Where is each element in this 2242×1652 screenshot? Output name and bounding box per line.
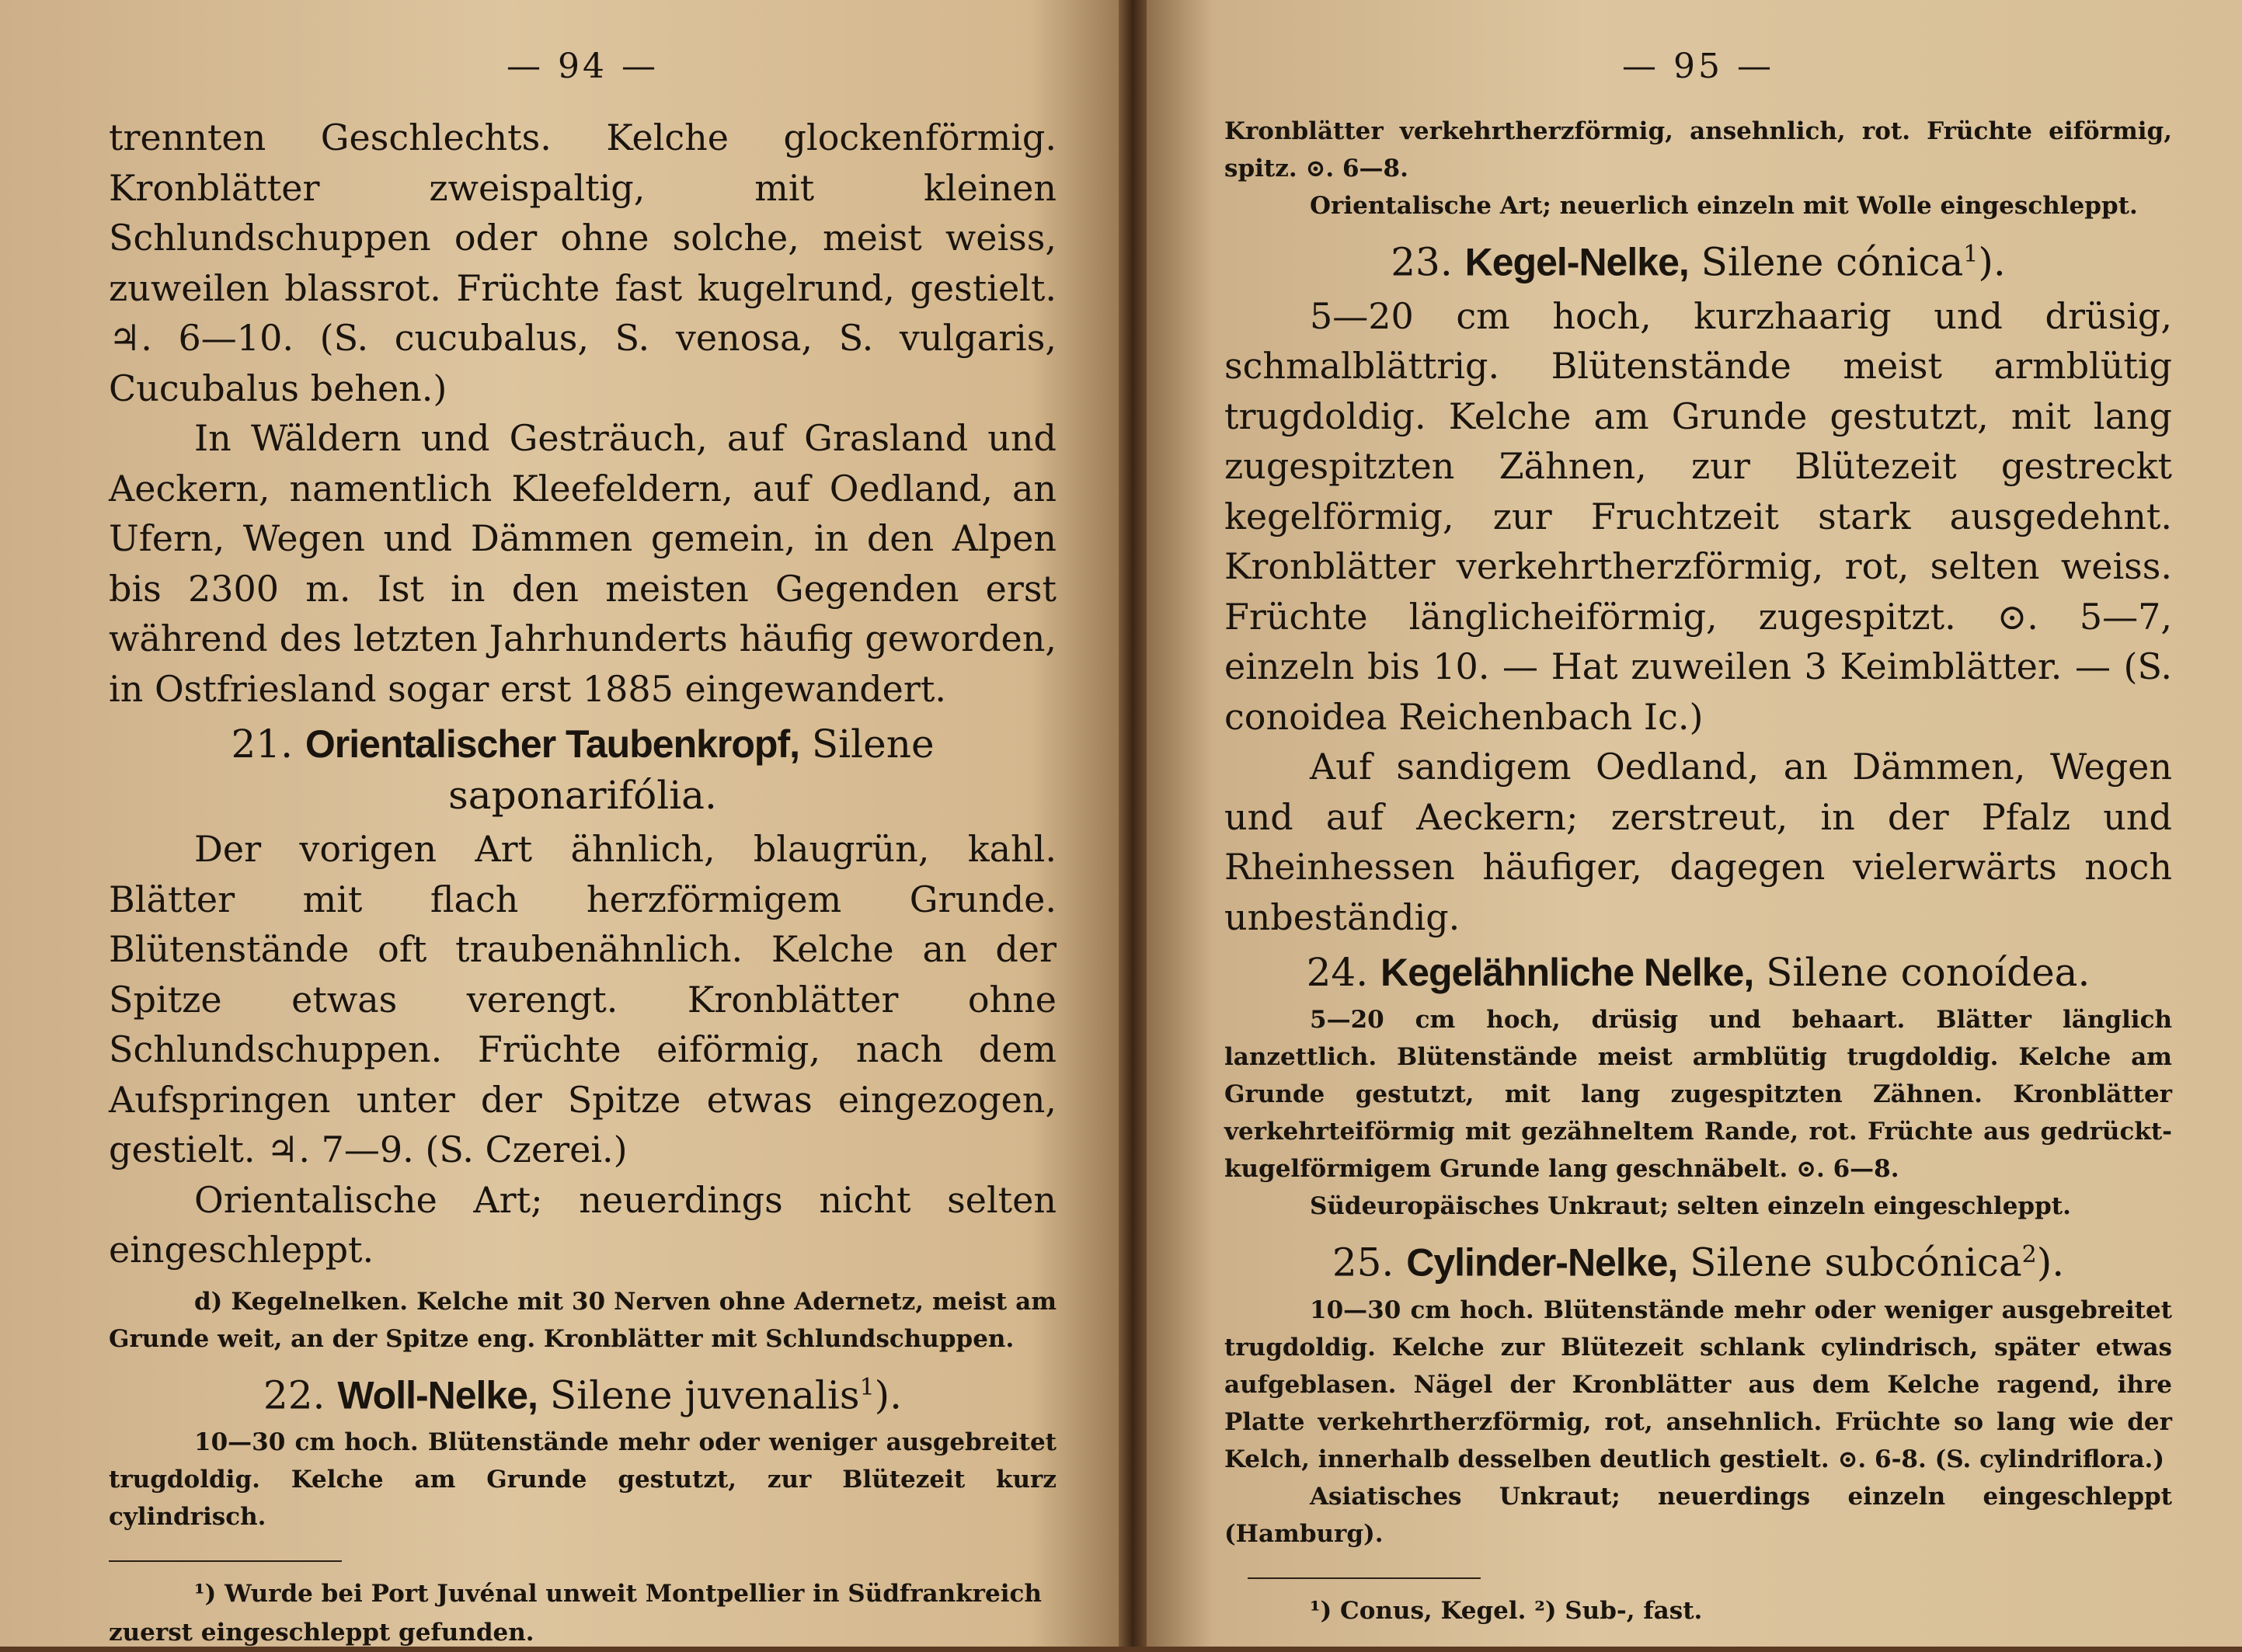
footnote-rule xyxy=(1248,1577,1481,1579)
footnote: ¹) Conus, Kegel. ²) Sub-, fast. xyxy=(1310,1596,1703,1625)
paragraph: Orientalische Art; neuerlich einzeln mit Wolle eingeschleppt. xyxy=(1310,192,2138,220)
paragraph: trennten Geschlechts. Kelche glockenförmig. Kronblätter zweispaltig, mit kleinen Schlundschuppen oder ohne solche, meist weiss, zuweilen blassrot. Früchte fast kugelrund, gestielt. ♃. 6—10. (S. cucubalus, S. venosa, S. vulgaris, Cucubalus behen.) xyxy=(109,117,1057,409)
entry-number: 21. xyxy=(231,722,293,767)
entry-latin-name: Silene cónica xyxy=(1701,239,1964,285)
paragraph: Südeuropäisches Unkraut; selten einzeln eingeschleppt. xyxy=(1310,1192,2071,1221)
entry-number: 25. xyxy=(1332,1240,1394,1285)
footnote: ¹) Wurde bei Port Juvénal unweit Montpellier in Südfrankreich zuerst eingeschleppt gefunden. xyxy=(109,1580,1042,1647)
entry-number: 22. xyxy=(263,1372,326,1418)
entry-latin-name: Silene subcónica xyxy=(1690,1240,2022,1285)
entry-heading-24 xyxy=(1224,947,2172,998)
entry-heading-21 xyxy=(109,718,1057,821)
entry-number: 23. xyxy=(1391,239,1453,285)
entry-common-name: Kegel-Nelke, xyxy=(1464,240,1689,284)
entry-common-name: Orientalischer Taubenkropf, xyxy=(305,722,800,766)
paragraph: d) Kegelnelken. Kelche mit 30 Nerven ohne Adernetz, meist am Grunde weit, an der Spitze eng. Kronblätter mit Schlundschuppen. xyxy=(109,1287,1057,1353)
right-page xyxy=(1147,0,2242,1647)
book-gutter xyxy=(1119,0,1147,1647)
entry-tail: ). xyxy=(1978,239,2006,285)
entry-latin-name: Silene conoídea. xyxy=(1766,950,2091,996)
entry-common-name: Woll-Nelke, xyxy=(337,1373,538,1417)
paragraph: 10—30 cm hoch. Blütenstände mehr oder weniger ausgebreitet trugdoldig. Kelche am Grunde gestutzt, zur Blütezeit kurz cylindrisch. xyxy=(109,1428,1057,1532)
entry-heading-22 xyxy=(109,1362,1057,1421)
entry-common-name: Kegelähnliche Nelke, xyxy=(1380,951,1754,995)
paragraph: 5—20 cm hoch, kurzhaarig und drüsig, schmalblättrig. Blütenstände meist armblütig trugdoldig. Kelche am Grunde gestutzt, mit lang zugespitzten Zähnen, zur Blütezeit gestreckt kegelförmig, zur Fruchtzeit stark ausgedehnt. Kronblätter verkehrtherzförmig, rot, selten weiss. Früchte länglicheiförmig, zugespitzt. ⊙. 5—7, einzeln bis 10. — Hat zuweilen 3 Keimblätter. — (S. conoidea Reichenbach Ic.) xyxy=(1224,294,2172,738)
page-number: — 94 — xyxy=(507,47,659,86)
paragraph: 5—20 cm hoch, drüsig und behaart. Blätter länglich lanzettlich. Blütenstände meist armblütig trugdoldig. Kelche am Grunde gestutzt, mit lang zugespitzten Zähnen. Kronblätter verkehrteiförmig mit gezähneltem Rande, rot. Früchte aus gedrückt-kugelförmigem Grunde lang geschnäbelt. ⊙. 6—8. xyxy=(1224,1006,2172,1184)
footnote-marker: 1 xyxy=(1963,241,1979,268)
paragraph: In Wäldern und Gesträuch, auf Grasland und Aeckern, namentlich Kleefeldern, auf Oedland, an Ufern, Wegen und Dämmen gemein, in den Alpen bis 2300 m. Ist in den meisten Gegenden erst während des letzten Jahrhunderts häufig geworden, in Ostfriesland sogar erst 1885 eingewandert. xyxy=(109,417,1057,710)
entry-latin-name: Silene saponarifólia. xyxy=(448,722,935,818)
entry-latin-name: Silene juvenalis xyxy=(549,1372,860,1418)
footnote-marker: 1 xyxy=(859,1373,875,1401)
entry-heading-25 xyxy=(1224,1229,2172,1289)
paragraph: Auf sandigem Oedland, an Dämmen, Wegen und auf Aeckern; zerstreut, in der Pfalz und Rheinhessen häufiger, dagegen vielerwärts noch unbeständig. xyxy=(1224,746,2172,938)
paragraph: 10—30 cm hoch. Blütenstände mehr oder weniger ausgebreitet trugdoldig. Kelche zur Blütezeit schlank cylindrisch, später etwas aufgeblasen. Nägel der Kronblätter aus dem Kelche ragend, ihre Platte verkehrtherzförmig, rot, ansehnlich. Früchte so lang wie der Kelch, innerhalb desselben deutlich gestielt. ⊙. 6-8. (S. cylindriflora.) xyxy=(1224,1296,2172,1473)
left-page xyxy=(0,0,1119,1647)
entry-common-name: Cylinder-Nelke, xyxy=(1406,1240,1678,1285)
footnote-marker: 2 xyxy=(2021,1241,2037,1269)
paragraph: Orientalische Art; neuerdings nicht selten eingeschleppt. xyxy=(109,1178,1057,1271)
footnote-rule xyxy=(109,1560,342,1562)
entry-heading-23 xyxy=(1224,229,2172,288)
paragraph: Kronblätter verkehrtherzförmig, ansehnlich, rot. Früchte eiförmig, spitz. ⊙. 6—8. xyxy=(1224,117,2172,183)
paragraph: Asiatisches Unkraut; neuerdings einzeln eingeschleppt (Hamburg). xyxy=(1224,1482,2172,1548)
page-number: — 95 — xyxy=(1622,47,1774,86)
entry-tail: ). xyxy=(874,1372,903,1418)
entry-number: 24. xyxy=(1306,950,1369,996)
paragraph: Der vorigen Art ähnlich, blaugrün, kahl. Blätter mit flach herzförmigem Grunde. Blütenstände oft traubenähnlich. Kelche an der Spitze etwas verengt. Kronblätter ohne Schlundschuppen. Früchte eiförmig, nach dem Aufspringen unter der Spitze etwas eingezogen, gestielt. ♃. 7—9. (S. Czerei.) xyxy=(109,828,1057,1170)
entry-tail: ). xyxy=(2036,1240,2065,1285)
